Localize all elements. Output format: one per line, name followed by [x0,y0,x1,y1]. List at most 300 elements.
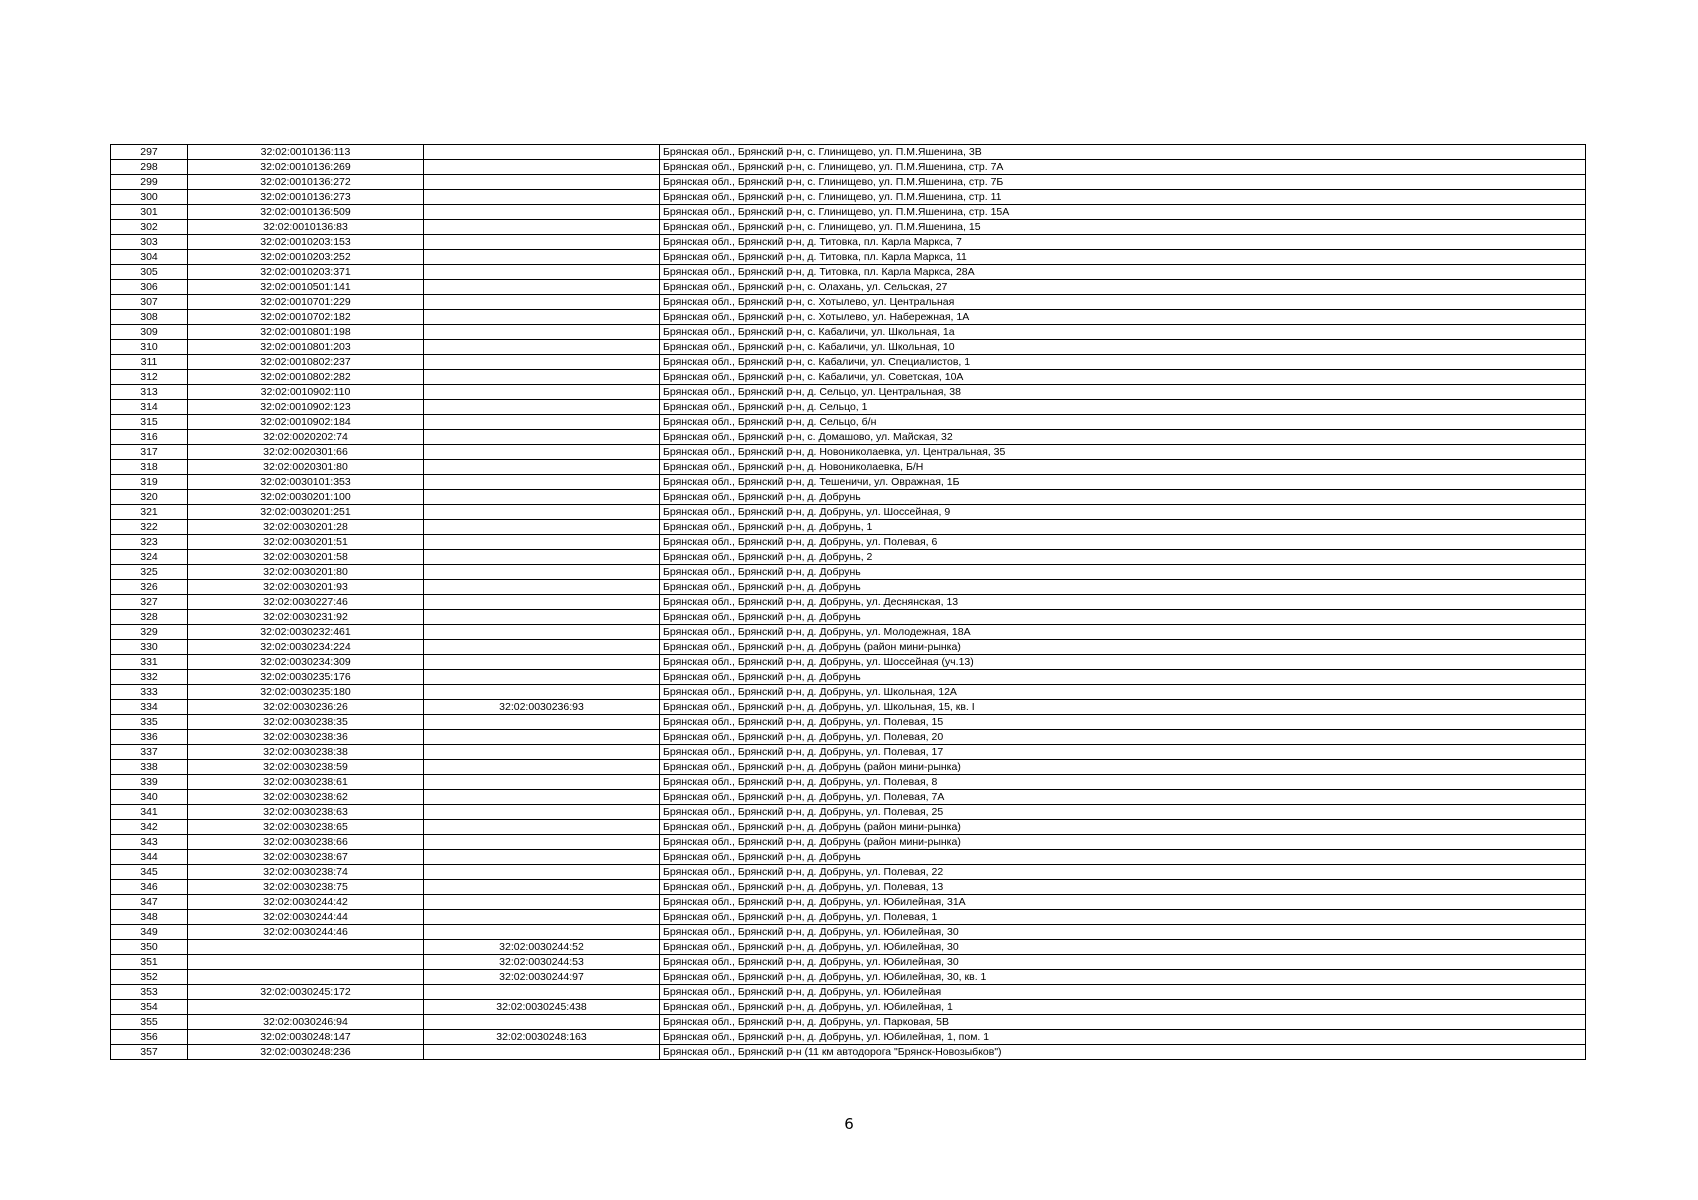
related-cadastral-number-cell [424,820,660,835]
cadastral-number-cell: 32:02:0010203:153 [188,235,424,250]
cadastral-number-cell: 32:02:0010902:110 [188,385,424,400]
table-row [111,415,1586,430]
cadastral-number-cell [188,955,424,970]
related-cadastral-number-cell [424,685,660,700]
address-cell: Брянская обл., Брянский р-н, д. Титовка, пл. Карла Маркса, 11 [660,250,1586,265]
row-number-cell: 350 [111,940,188,955]
address-cell: Брянская обл., Брянский р-н, д. Добрунь [660,565,1586,580]
cadastral-number-cell: 32:02:0030238:75 [188,880,424,895]
table-row [111,850,1586,865]
related-cadastral-number-cell [424,730,660,745]
row-number-cell: 347 [111,895,188,910]
address-cell: Брянская обл., Брянский р-н, с. Кабаличи, ул. Специалистов, 1 [660,355,1586,370]
related-cadastral-number-cell [424,670,660,685]
page-number: 6 [844,1115,854,1133]
row-number-cell: 319 [111,475,188,490]
cadastral-number-cell: 32:02:0030238:62 [188,790,424,805]
cadastral-number-cell: 32:02:0030238:61 [188,775,424,790]
row-number-cell: 316 [111,430,188,445]
row-number-cell: 302 [111,220,188,235]
row-number-cell: 340 [111,790,188,805]
cadastral-number-cell: 32:02:0030234:224 [188,640,424,655]
address-cell: Брянская обл., Брянский р-н, д. Добрунь, ул. Полевая, 1 [660,910,1586,925]
related-cadastral-number-cell [424,520,660,535]
address-cell: Брянская обл., Брянский р-н, д. Добрунь [660,580,1586,595]
row-number-cell: 309 [111,325,188,340]
table-row [111,925,1586,940]
table-row [111,655,1586,670]
row-number-cell: 297 [111,145,188,160]
table-row [111,310,1586,325]
related-cadastral-number-cell [424,880,660,895]
table-row [111,550,1586,565]
related-cadastral-number-cell [424,1045,660,1060]
cadastral-number-cell: 32:02:0030238:66 [188,835,424,850]
cadastral-number-cell: 32:02:0010802:282 [188,370,424,385]
table-row [111,385,1586,400]
related-cadastral-number-cell: 32:02:0030248:163 [424,1030,660,1045]
related-cadastral-number-cell [424,865,660,880]
related-cadastral-number-cell [424,610,660,625]
cadastral-number-cell: 32:02:0010136:509 [188,205,424,220]
cadastral-number-cell: 32:02:0030201:100 [188,490,424,505]
table-row [111,760,1586,775]
address-cell: Брянская обл., Брянский р-н, д. Добрунь, ул. Юбилейная, 30 [660,940,1586,955]
cadastral-number-cell: 32:02:0010802:237 [188,355,424,370]
related-cadastral-number-cell [424,565,660,580]
address-cell: Брянская обл., Брянский р-н, д. Сельцо, ул. Центральная, 38 [660,385,1586,400]
address-cell: Брянская обл., Брянский р-н, с. Кабаличи, ул. Советская, 10А [660,370,1586,385]
address-cell: Брянская обл., Брянский р-н, д. Титовка, пл. Карла Маркса, 7 [660,235,1586,250]
address-cell: Брянская обл., Брянский р-н, д. Добрунь, ул. Шоссейная (уч.13) [660,655,1586,670]
row-number-cell: 343 [111,835,188,850]
related-cadastral-number-cell [424,325,660,340]
table-row [111,685,1586,700]
cadastral-number-cell: 32:02:0030235:180 [188,685,424,700]
table-row [111,805,1586,820]
row-number-cell: 312 [111,370,188,385]
row-number-cell: 353 [111,985,188,1000]
table-row [111,445,1586,460]
cadastral-number-cell: 32:02:0030245:172 [188,985,424,1000]
row-number-cell: 317 [111,445,188,460]
table-row [111,940,1586,955]
row-number-cell: 315 [111,415,188,430]
table-row [111,880,1586,895]
row-number-cell: 355 [111,1015,188,1030]
related-cadastral-number-cell: 32:02:0030236:93 [424,700,660,715]
related-cadastral-number-cell [424,850,660,865]
address-cell: Брянская обл., Брянский р-н, д. Добрунь [660,610,1586,625]
address-cell: Брянская обл., Брянский р-н (11 км автодорога "Брянск-Новозыбков") [660,1045,1586,1060]
related-cadastral-number-cell [424,145,660,160]
address-cell: Брянская обл., Брянский р-н, д. Добрунь, ул. Молодежная, 18А [660,625,1586,640]
related-cadastral-number-cell [424,985,660,1000]
cadastral-number-cell: 32:02:0030238:38 [188,745,424,760]
table-row [111,190,1586,205]
row-number-cell: 345 [111,865,188,880]
address-cell: Брянская обл., Брянский р-н, д. Добрунь, ул. Юбилейная, 31А [660,895,1586,910]
row-number-cell: 326 [111,580,188,595]
address-cell: Брянская обл., Брянский р-н, д. Добрунь, ул. Парковая, 5В [660,1015,1586,1030]
related-cadastral-number-cell [424,295,660,310]
table-row [111,235,1586,250]
cadastral-number-cell [188,970,424,985]
related-cadastral-number-cell [424,250,660,265]
table-row [111,370,1586,385]
table-row [111,625,1586,640]
table-row [111,610,1586,625]
table-row [111,1000,1586,1015]
row-number-cell: 300 [111,190,188,205]
row-number-cell: 303 [111,235,188,250]
table-row [111,1015,1586,1030]
address-cell: Брянская обл., Брянский р-н, с. Хотылево, ул. Набережная, 1А [660,310,1586,325]
cadastral-number-cell: 32:02:0010203:252 [188,250,424,265]
related-cadastral-number-cell [424,490,660,505]
related-cadastral-number-cell [424,400,660,415]
cadastral-number-cell: 32:02:0010902:123 [188,400,424,415]
table-row [111,205,1586,220]
table-row [111,730,1586,745]
table-row [111,250,1586,265]
address-cell: Брянская обл., Брянский р-н, д. Добрунь, ул. Полевая, 8 [660,775,1586,790]
related-cadastral-number-cell [424,595,660,610]
row-number-cell: 329 [111,625,188,640]
cadastral-number-cell: 32:02:0030201:51 [188,535,424,550]
cadastral-number-cell: 32:02:0010801:198 [188,325,424,340]
row-number-cell: 335 [111,715,188,730]
row-number-cell: 330 [111,640,188,655]
address-cell: Брянская обл., Брянский р-н, с. Кабаличи, ул. Школьная, 1а [660,325,1586,340]
property-table-body [111,145,1586,1060]
table-row [111,145,1586,160]
related-cadastral-number-cell [424,370,660,385]
cadastral-number-cell: 32:02:0030236:26 [188,700,424,715]
table-row [111,895,1586,910]
related-cadastral-number-cell [424,1015,660,1030]
address-cell: Брянская обл., Брянский р-н, д. Добрунь, ул. Школьная, 12А [660,685,1586,700]
row-number-cell: 351 [111,955,188,970]
row-number-cell: 314 [111,400,188,415]
row-number-cell: 336 [111,730,188,745]
row-number-cell: 354 [111,1000,188,1015]
address-cell: Брянская обл., Брянский р-н, д. Добрунь, ул. Полевая, 6 [660,535,1586,550]
address-cell: Брянская обл., Брянский р-н, д. Добрунь, ул. Юбилейная, 30 [660,955,1586,970]
cadastral-number-cell: 32:02:0010203:371 [188,265,424,280]
related-cadastral-number-cell [424,310,660,325]
row-number-cell: 331 [111,655,188,670]
cadastral-number-cell: 32:02:0020301:66 [188,445,424,460]
row-number-cell: 311 [111,355,188,370]
row-number-cell: 298 [111,160,188,175]
related-cadastral-number-cell [424,835,660,850]
table-row [111,475,1586,490]
address-cell: Брянская обл., Брянский р-н, д. Добрунь, ул. Юбилейная, 30, кв. 1 [660,970,1586,985]
row-number-cell: 307 [111,295,188,310]
table-row [111,565,1586,580]
related-cadastral-number-cell [424,805,660,820]
address-cell: Брянская обл., Брянский р-н, д. Добрунь, 2 [660,550,1586,565]
address-cell: Брянская обл., Брянский р-н, д. Тешеничи, ул. Овражная, 1Б [660,475,1586,490]
address-cell: Брянская обл., Брянский р-н, д. Новониколаевка, Б/Н [660,460,1586,475]
row-number-cell: 327 [111,595,188,610]
table-row [111,775,1586,790]
table-row [111,970,1586,985]
address-cell: Брянская обл., Брянский р-н, с. Глинищево, ул. П.М.Яшенина, стр. 11 [660,190,1586,205]
related-cadastral-number-cell: 32:02:0030244:53 [424,955,660,970]
related-cadastral-number-cell [424,175,660,190]
address-cell: Брянская обл., Брянский р-н, д. Добрунь, ул. Юбилейная, 1 [660,1000,1586,1015]
table-row [111,790,1586,805]
related-cadastral-number-cell [424,505,660,520]
address-cell: Брянская обл., Брянский р-н, д. Добрунь [660,850,1586,865]
table-row [111,955,1586,970]
cadastral-number-cell: 32:02:0010902:184 [188,415,424,430]
table-row [111,985,1586,1000]
related-cadastral-number-cell [424,190,660,205]
related-cadastral-number-cell [424,580,660,595]
related-cadastral-number-cell [424,535,660,550]
table-row [111,490,1586,505]
property-table [110,144,1586,1060]
table-row [111,355,1586,370]
related-cadastral-number-cell [424,745,660,760]
row-number-cell: 334 [111,700,188,715]
table-row [111,745,1586,760]
cadastral-number-cell: 32:02:0030246:94 [188,1015,424,1030]
table-row [111,820,1586,835]
cadastral-number-cell: 32:02:0030238:67 [188,850,424,865]
cadastral-number-cell: 32:02:0030201:93 [188,580,424,595]
related-cadastral-number-cell [424,760,660,775]
related-cadastral-number-cell [424,160,660,175]
address-cell: Брянская обл., Брянский р-н, д. Добрунь, ул. Полевая, 25 [660,805,1586,820]
table-row [111,910,1586,925]
related-cadastral-number-cell [424,790,660,805]
cadastral-number-cell: 32:02:0010136:113 [188,145,424,160]
address-cell: Брянская обл., Брянский р-н, д. Добрунь (район мини-рынка) [660,820,1586,835]
related-cadastral-number-cell [424,625,660,640]
address-cell: Брянская обл., Брянский р-н, д. Добрунь [660,490,1586,505]
related-cadastral-number-cell [424,715,660,730]
related-cadastral-number-cell: 32:02:0030245:438 [424,1000,660,1015]
related-cadastral-number-cell [424,235,660,250]
cadastral-number-cell: 32:02:0010136:269 [188,160,424,175]
row-number-cell: 324 [111,550,188,565]
row-number-cell: 322 [111,520,188,535]
row-number-cell: 320 [111,490,188,505]
table-row [111,280,1586,295]
address-cell: Брянская обл., Брянский р-н, с. Глинищево, ул. П.М.Яшенина, стр. 7Б [660,175,1586,190]
cadastral-number-cell [188,1000,424,1015]
row-number-cell: 304 [111,250,188,265]
table-row [111,520,1586,535]
related-cadastral-number-cell [424,280,660,295]
row-number-cell: 318 [111,460,188,475]
row-number-cell: 332 [111,670,188,685]
row-number-cell: 321 [111,505,188,520]
row-number-cell: 349 [111,925,188,940]
table-row [111,220,1586,235]
address-cell: Брянская обл., Брянский р-н, д. Сельцо, б/н [660,415,1586,430]
address-cell: Брянская обл., Брянский р-н, с. Глинищево, ул. П.М.Яшенина, стр. 15А [660,205,1586,220]
address-cell: Брянская обл., Брянский р-н, д. Добрунь, ул. Школьная, 15, кв. I [660,700,1586,715]
row-number-cell: 339 [111,775,188,790]
cadastral-number-cell: 32:02:0030238:35 [188,715,424,730]
related-cadastral-number-cell [424,385,660,400]
cadastral-number-cell: 32:02:0030244:44 [188,910,424,925]
related-cadastral-number-cell [424,910,660,925]
row-number-cell: 299 [111,175,188,190]
address-cell: Брянская обл., Брянский р-н, с. Домашово, ул. Майская, 32 [660,430,1586,445]
related-cadastral-number-cell [424,640,660,655]
related-cadastral-number-cell [424,775,660,790]
address-cell: Брянская обл., Брянский р-н, с. Глинищево, ул. П.М.Яшенина, 3В [660,145,1586,160]
row-number-cell: 352 [111,970,188,985]
cadastral-number-cell: 32:02:0020202:74 [188,430,424,445]
table-row [111,535,1586,550]
related-cadastral-number-cell [424,460,660,475]
table-row [111,640,1586,655]
cadastral-number-cell: 32:02:0030227:46 [188,595,424,610]
cadastral-number-cell [188,940,424,955]
related-cadastral-number-cell: 32:02:0030244:52 [424,940,660,955]
address-cell: Брянская обл., Брянский р-н, д. Добрунь (район мини-рынка) [660,640,1586,655]
address-cell: Брянская обл., Брянский р-н, д. Добрунь, 1 [660,520,1586,535]
related-cadastral-number-cell [424,205,660,220]
cadastral-number-cell: 32:02:0030201:251 [188,505,424,520]
cadastral-number-cell: 32:02:0030234:309 [188,655,424,670]
table-row [111,700,1586,715]
cadastral-number-cell: 32:02:0030238:36 [188,730,424,745]
cadastral-number-cell: 32:02:0030201:58 [188,550,424,565]
cadastral-number-cell: 32:02:0030101:353 [188,475,424,490]
table-row [111,325,1586,340]
address-cell: Брянская обл., Брянский р-н, с. Глинищево, ул. П.М.Яшенина, 15 [660,220,1586,235]
table-row [111,835,1586,850]
related-cadastral-number-cell [424,265,660,280]
cadastral-number-cell: 32:02:0030248:236 [188,1045,424,1060]
cadastral-number-cell: 32:02:0030201:28 [188,520,424,535]
table-row [111,670,1586,685]
address-cell: Брянская обл., Брянский р-н, д. Добрунь, ул. Деснянская, 13 [660,595,1586,610]
table-row [111,865,1586,880]
row-number-cell: 341 [111,805,188,820]
table-row [111,340,1586,355]
cadastral-number-cell: 32:02:0010702:182 [188,310,424,325]
cadastral-number-cell: 32:02:0010701:229 [188,295,424,310]
row-number-cell: 313 [111,385,188,400]
row-number-cell: 306 [111,280,188,295]
address-cell: Брянская обл., Брянский р-н, с. Кабаличи, ул. Школьная, 10 [660,340,1586,355]
cadastral-number-cell: 32:02:0030238:65 [188,820,424,835]
row-number-cell: 357 [111,1045,188,1060]
related-cadastral-number-cell [424,475,660,490]
address-cell: Брянская обл., Брянский р-н, д. Добрунь, ул. Полевая, 22 [660,865,1586,880]
related-cadastral-number-cell [424,220,660,235]
row-number-cell: 346 [111,880,188,895]
row-number-cell: 328 [111,610,188,625]
table-row [111,580,1586,595]
table-row [111,175,1586,190]
address-cell: Брянская обл., Брянский р-н, д. Добрунь, ул. Полевая, 13 [660,880,1586,895]
address-cell: Брянская обл., Брянский р-н, д. Добрунь, ул. Полевая, 15 [660,715,1586,730]
cadastral-number-cell: 32:02:0010801:203 [188,340,424,355]
cadastral-number-cell: 32:02:0010501:141 [188,280,424,295]
row-number-cell: 356 [111,1030,188,1045]
row-number-cell: 337 [111,745,188,760]
address-cell: Брянская обл., Брянский р-н, д. Добрунь, ул. Юбилейная, 30 [660,925,1586,940]
related-cadastral-number-cell [424,415,660,430]
row-number-cell: 333 [111,685,188,700]
cadastral-number-cell: 32:02:0010136:272 [188,175,424,190]
address-cell: Брянская обл., Брянский р-н, д. Добрунь, ул. Юбилейная [660,985,1586,1000]
address-cell: Брянская обл., Брянский р-н, д. Добрунь [660,670,1586,685]
address-cell: Брянская обл., Брянский р-н, д. Добрунь, ул. Полевая, 17 [660,745,1586,760]
row-number-cell: 338 [111,760,188,775]
cadastral-number-cell: 32:02:0030201:80 [188,565,424,580]
related-cadastral-number-cell: 32:02:0030244:97 [424,970,660,985]
address-cell: Брянская обл., Брянский р-н, д. Новониколаевка, ул. Центральная, 35 [660,445,1586,460]
table-row [111,460,1586,475]
cadastral-number-cell: 32:02:0030248:147 [188,1030,424,1045]
row-number-cell: 310 [111,340,188,355]
row-number-cell: 301 [111,205,188,220]
related-cadastral-number-cell [424,355,660,370]
table-row [111,295,1586,310]
address-cell: Брянская обл., Брянский р-н, с. Глинищево, ул. П.М.Яшенина, стр. 7А [660,160,1586,175]
table-row [111,1045,1586,1060]
property-table-container [110,144,1585,1060]
cadastral-number-cell: 32:02:0030232:461 [188,625,424,640]
related-cadastral-number-cell [424,925,660,940]
cadastral-number-cell: 32:02:0030244:46 [188,925,424,940]
cadastral-number-cell: 32:02:0030238:74 [188,865,424,880]
related-cadastral-number-cell [424,655,660,670]
address-cell: Брянская обл., Брянский р-н, д. Добрунь (район мини-рынка) [660,760,1586,775]
row-number-cell: 305 [111,265,188,280]
cadastral-number-cell: 32:02:0030238:59 [188,760,424,775]
table-row [111,715,1586,730]
table-row [111,430,1586,445]
row-number-cell: 325 [111,565,188,580]
cadastral-number-cell: 32:02:0030231:92 [188,610,424,625]
address-cell: Брянская обл., Брянский р-н, д. Добрунь, ул. Шоссейная, 9 [660,505,1586,520]
table-row [111,400,1586,415]
table-row [111,595,1586,610]
address-cell: Брянская обл., Брянский р-н, д. Сельцо, 1 [660,400,1586,415]
table-row [111,160,1586,175]
table-row [111,505,1586,520]
address-cell: Брянская обл., Брянский р-н, д. Добрунь (район мини-рынка) [660,835,1586,850]
cadastral-number-cell: 32:02:0010136:273 [188,190,424,205]
row-number-cell: 323 [111,535,188,550]
related-cadastral-number-cell [424,550,660,565]
cadastral-number-cell: 32:02:0030244:42 [188,895,424,910]
row-number-cell: 348 [111,910,188,925]
address-cell: Брянская обл., Брянский р-н, с. Хотылево, ул. Центральная [660,295,1586,310]
cadastral-number-cell: 32:02:0010136:83 [188,220,424,235]
table-row [111,1030,1586,1045]
row-number-cell: 344 [111,850,188,865]
cadastral-number-cell: 32:02:0030235:176 [188,670,424,685]
address-cell: Брянская обл., Брянский р-н, д. Титовка, пл. Карла Маркса, 28А [660,265,1586,280]
cadastral-number-cell: 32:02:0020301:80 [188,460,424,475]
address-cell: Брянская обл., Брянский р-н, с. Олахань, ул. Сельская, 27 [660,280,1586,295]
cadastral-number-cell: 32:02:0030238:63 [188,805,424,820]
address-cell: Брянская обл., Брянский р-н, д. Добрунь, ул. Полевая, 20 [660,730,1586,745]
